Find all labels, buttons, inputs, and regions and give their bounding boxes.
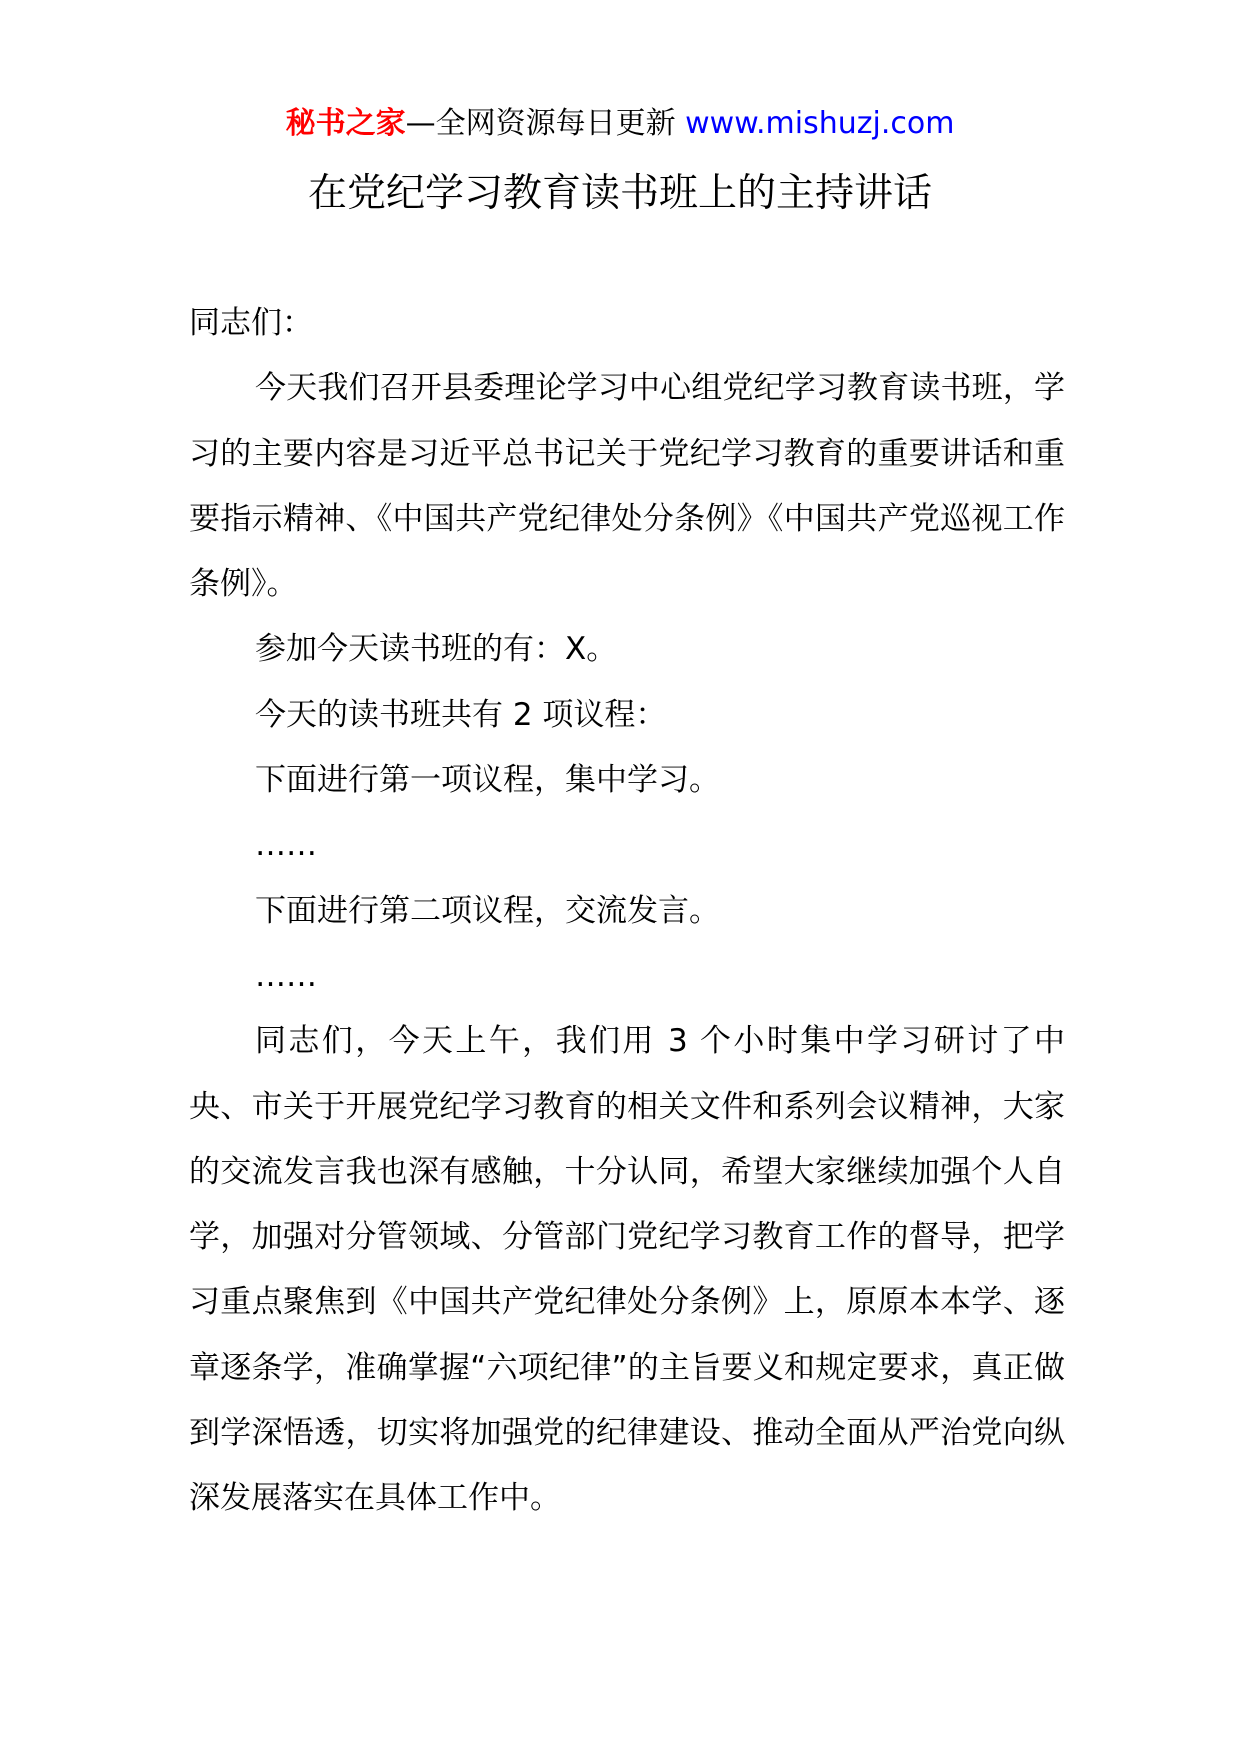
header-slogan: —全网资源每日更新 (405, 106, 676, 141)
paragraph-agenda: 今天的读书班共有 2 项议程： (255, 696, 667, 733)
paragraph-intro: 今天我们召开县委理论学习中心组党纪学习教育读书班，学习的主要内容是习近平总书记关于党纪学习教育的重要讲话和重要指示精神、《中国共产党纪律处分条例》《中国共产党巡视工作条例》。 (189, 370, 1065, 603)
watermark-header (0, 104, 1240, 144)
paragraph-agenda-item-1: 下面进行第一项议程，集中学习。 (255, 762, 720, 799)
document-title: 在党纪学习教育读书班上的主持讲话 (307, 171, 932, 216)
header-brand: 秘书之家 (285, 106, 406, 141)
paragraph-ellipsis-2: …… (255, 957, 317, 994)
salutation: 同志们： (189, 305, 313, 341)
paragraph-attendees: 参加今天读书班的有：X。 (255, 631, 618, 668)
paragraph-ellipsis-1: …… (255, 827, 317, 864)
header-site-link[interactable]: www.mishuzj.com (685, 106, 955, 141)
paragraph-agenda-item-2: 下面进行第二项议程，交流发言。 (255, 892, 720, 929)
paragraph-closing: 同志们，今天上午，我们用 3 个小时集中学习研讨了中央、市关于开展党纪学习教育的相关文件和系列会议精神，大家的交流发言我也深有感触，十分认同，希望大家继续加强个人自学，加强对分管领域、分管部门党纪学习教育工作的督导，把学习重点聚焦到《中国共产党纪律处分条例》上，原原本本学、逐章逐条学，准确掌握“六项纪律”的主旨要义和规定要求，真正做到学深悟透，切实将加强党的纪律建设、推动全面从严治党向纵深发展落实在具体工作中。 (189, 1023, 1065, 1517)
document-body (189, 291, 1065, 1532)
